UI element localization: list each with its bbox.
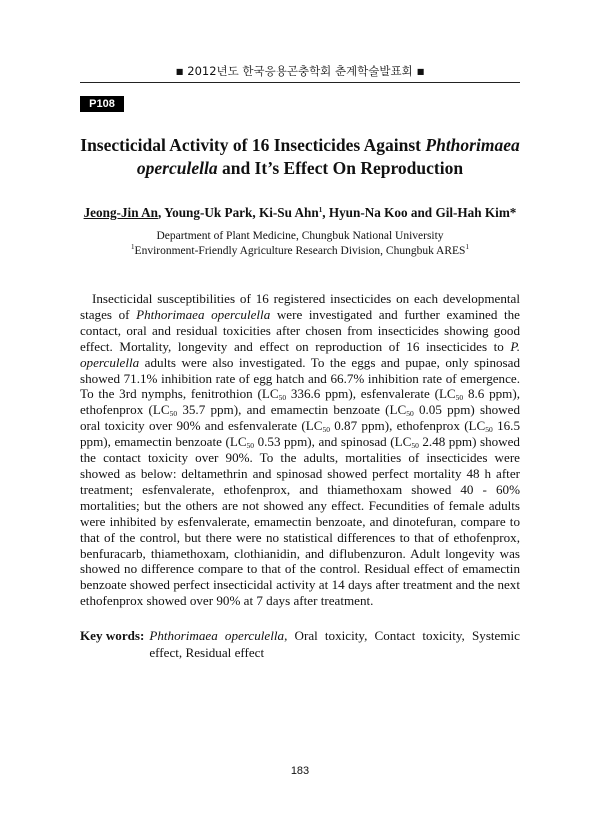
- lc-subscript: 50: [406, 409, 414, 419]
- title-part-1: Insecticidal Activity of 16 Insecticides Against: [80, 135, 426, 155]
- lc-subscript: 50: [455, 393, 464, 403]
- affiliations: [40, 229, 560, 259]
- abstract-body: [80, 291, 520, 609]
- authors-rest-2: , Hyun-Na Koo and Gil-Hah Kim*: [322, 205, 517, 220]
- abstract-text: 0.53 ppm), and spinosad (LC: [254, 434, 412, 450]
- keyword-species: Phthorimaea operculella: [149, 628, 285, 643]
- poster-number-badge: P108: [80, 96, 124, 112]
- author-list: [40, 205, 560, 221]
- lc-subscript: 50: [169, 409, 178, 419]
- abstract-text: 8.6 ppm), ethofenprox (LC: [80, 386, 520, 418]
- conference-header-text: 2012년도 한국응용곤충학회 춘계학술발표회: [187, 64, 413, 78]
- abstract-species: Phthorimaea operculella: [136, 306, 271, 322]
- lc-subscript: 50: [246, 441, 255, 451]
- abstract-text: 0.87 ppm), ethofenprox (LC: [329, 418, 486, 434]
- paper-title: [60, 134, 540, 180]
- abstract-text: 336.6 ppm), esfenvalerate (LC: [286, 386, 456, 402]
- affiliation-marker: 1: [131, 243, 135, 251]
- keywords-rest: , Oral toxicity, Contact toxicity, Systemic effect, Residual effect: [149, 628, 520, 660]
- square-bullet-icon: ■: [416, 67, 425, 76]
- lc-subscript: 50: [411, 441, 419, 451]
- affiliation-marker-end: 1: [465, 243, 469, 251]
- title-part-2: and It’s Effect On Reproduction: [217, 158, 464, 178]
- abstract-text: 35.7 ppm), and emamectin benzoate (LC: [177, 402, 407, 418]
- abstract-text: 0.05 ppm) showed oral toxicity over 90% and esfenvalerate (LC: [80, 402, 520, 434]
- conference-header: [0, 63, 600, 79]
- keywords-list: [149, 627, 520, 661]
- presenting-author: Jeong-Jin An: [83, 205, 158, 220]
- abstract-text: 16.5 ppm), emamectin benzoate (LC: [80, 418, 521, 450]
- lc-subscript: 50: [322, 425, 330, 435]
- authors-rest-1: , Young-Uk Park, Ki-Su Ahn: [157, 205, 319, 220]
- header-rule: [80, 82, 520, 83]
- abstract-text: 2.48 ppm) showed the contact toxicity over 90%. To the adults, mortalities of insecticides were showed as below: deltamethrin and spinosad showed perfect mortality 48 h after treatment; esfenvalerate, ethofenprox, and thiamethoxam showed 40 - 60% mortalities; but the others are not showed any effect. Fecundities of female adults were inhibited by esfenvalerate, emamectin benzoate, and dinotefuran, compare to that of the control, but there were no statistical differences to that of ethofenprox, benfuracarb, thiamethoxam, clothianidin, and diflubenzuron. Adult longevity was showed no difference compare to that of the control. Residual effect of emamectin benzoate showed perfect insecticidal activity at 14 days after treatment and the next ethofenprox showed over 90% at 7 days after treatment.: [80, 434, 520, 609]
- affiliation-line-2: [40, 244, 560, 259]
- keywords: [80, 627, 520, 661]
- affiliation-line-1: Department of Plant Medicine, Chungbuk National University: [156, 230, 444, 242]
- affiliation-line-2-text: Environment-Friendly Agriculture Research Division, Chungbuk ARES: [134, 245, 466, 257]
- lc-subscript: 50: [485, 425, 493, 435]
- keywords-label: Key words:: [80, 628, 145, 643]
- title-species: Phthorimaea operculella: [136, 135, 520, 178]
- abstract-text: were investigated and further examined the contact, oral and residual toxicities after chosen from insecticides showing good effect. Mortality, longevity and effect on reproduction of 16 insecticides to: [80, 306, 520, 354]
- square-bullet-icon: ■: [175, 67, 184, 76]
- affiliation-marker: 1: [318, 206, 323, 214]
- page-number: 183: [290, 765, 310, 777]
- abstract-species: P. operculella: [80, 338, 520, 370]
- lc-subscript: 50: [278, 393, 287, 403]
- abstract-text: adults were also investigated. To the eggs and pupae, only spinosad showed 71.1% inhibition rate of egg hatch and 66.7% inhibition rate of emergence. To the 3rd nymphs, fenitrothion (LC: [80, 354, 520, 402]
- abstract-text: Insecticidal susceptibilities of 16 registered insecticides on each developmental stages of: [80, 291, 520, 322]
